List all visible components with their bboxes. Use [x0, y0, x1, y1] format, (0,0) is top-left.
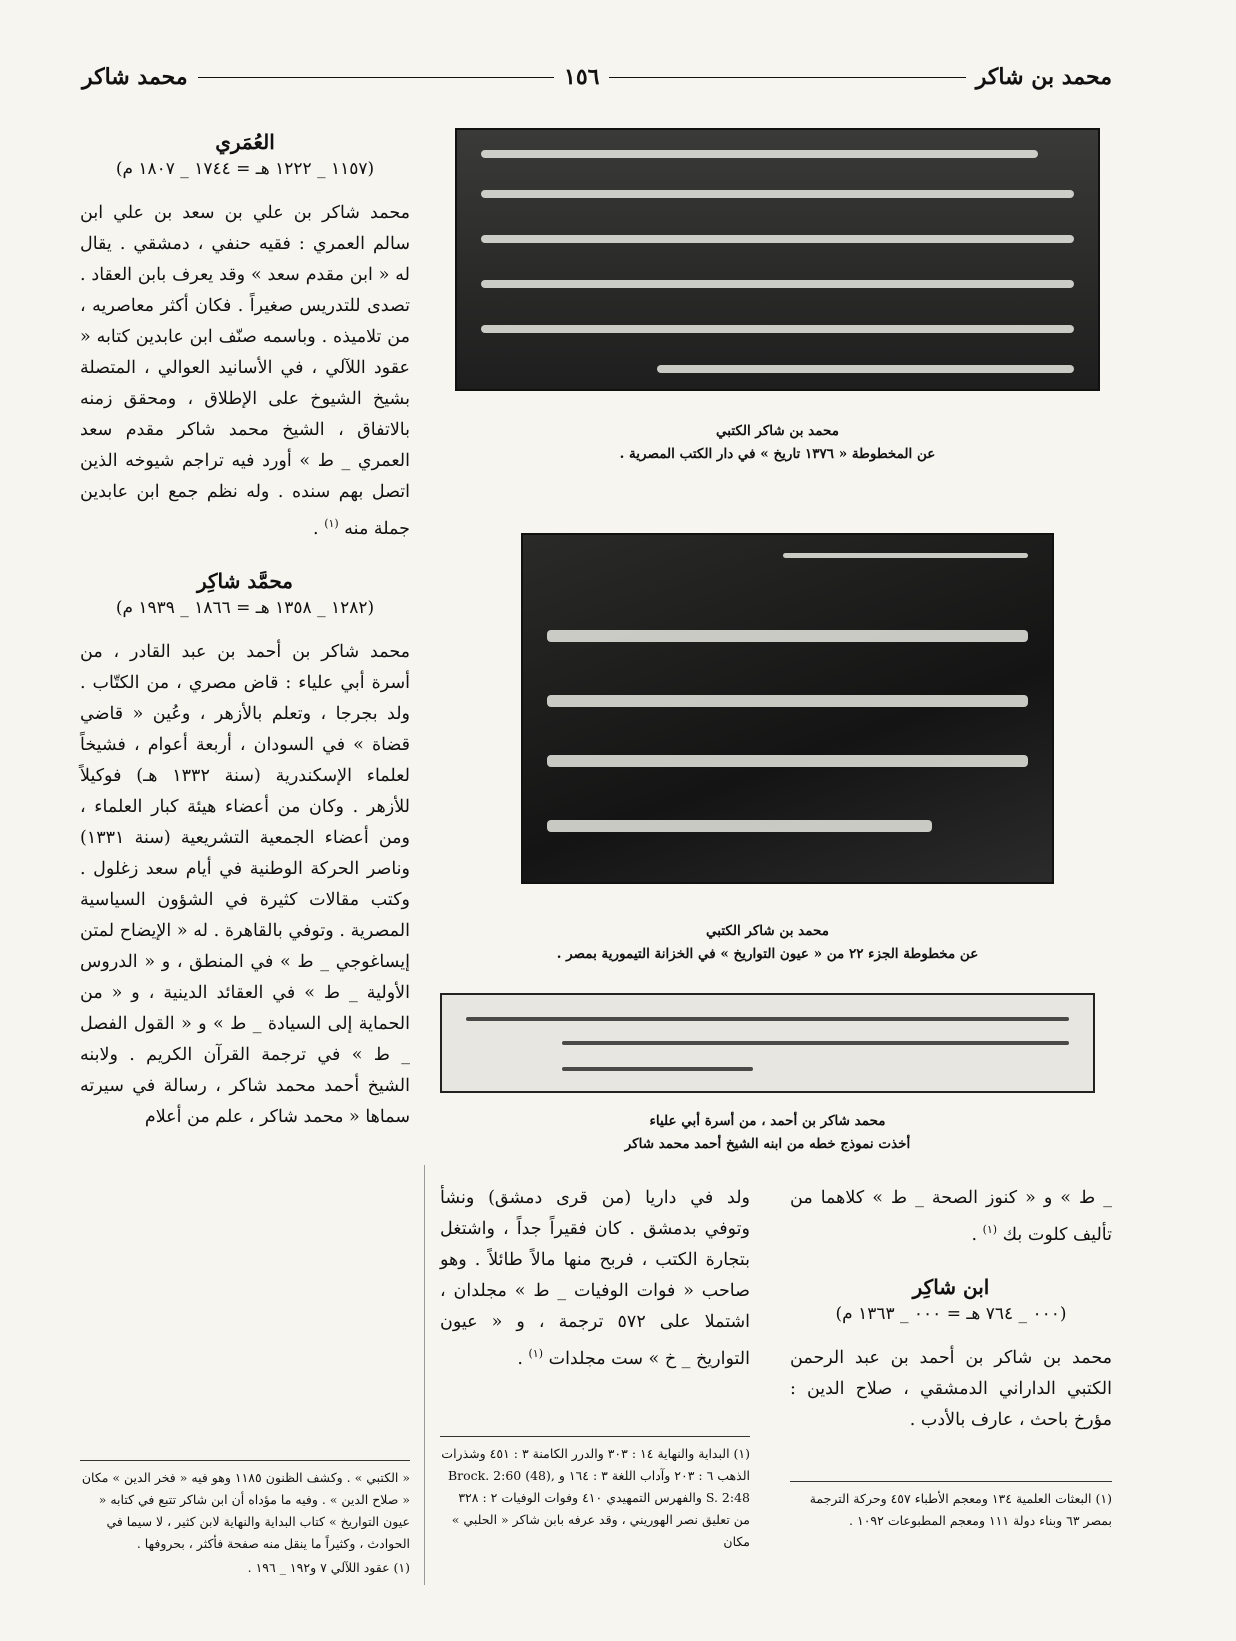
footnote-mark: (١) [324, 517, 339, 530]
handwriting-sample-image [440, 993, 1095, 1093]
entry-body: محمد شاكر بن أحمد بن عبد القادر ، من أسرة أبي علياء : قاض مصري ، من الكتّاب . ولد بجرجا ، وتعلم بالأزهر ، وعُين « قاضي قضاة » في السودان ، أربعة أعوام ، فشيخاً لعلماء الإسكندرية (سنة ١٣٣٢ هـ) فوكيلاً للأزهر . وكان من أعضاء هيئة كبار العلماء ، ومن أعضاء الجمعية التشريعية (سنة ١٣٣١) وناصر الحركة الوطنية في أيام سعد زغلول . وكتب مقالات كثيرة في الشؤون السياسية المصرية . وتوفي بالقاهرة . له « الإيضاح لمتن إيساغوجي _ ط » في المنطق ، و « الدروس الأولية _ ط » في العقائد الدينية ، و « من الحماية إلى السيادة _ ط » و « القول الفصل _ ط » في ترجمة القرآن الكريم . ولابنه الشيخ أحمد محمد شاكر ، رسالة في سيرته سماها « محمد شاكر ، علم من أعلام [80, 641, 410, 1127]
entry-text: محمد شاكر بن علي بن سعد بن علي ابن سالم العمري : فقيه حنفي ، دمشقي . يقال له « ابن مقدم سعد » وقد يعرف بابن العقاد . تصدى للتدريس صغيراً . فكان أكثر معاصريه ، من تلاميذه . وباسمه صنّف ابن عابدين كتابه « عقود اللآلي ، في الأسانيد العوالي ، المتصلة بشيخ الشيوخ على الإطلاق ، ومحقق زمنه بالاتفاق ، الشيخ محمد شاكر مقدم سعد العمري _ ط » أورد فيه تراجم شيوخه الذين اتصل بهم سنده . وله نظم جمع ابن عابدين جملة منه [80, 203, 410, 539]
caption-title: محمد بن شاكر الكتبي [706, 923, 829, 939]
middle-footnote: (١) البداية والنهاية ١٤ : ٣٠٣ والدرر الكامنة ٣ : ٤٥١ وشذرات الذهب ٦ : ٢٠٣ وآداب اللغة ٣ : ١٦٤ و Brock. 2:60 (48), S. 2:48 والفهرس التمهيدي ٤١٠ وفوات الوفيات ٢ : ٣٢٨ من تعليق نصر الهوريني ، وقد عرفه بابن شاكر « الحلبي » مكان [440, 1436, 750, 1553]
footnote-mark: (١) [528, 1347, 544, 1360]
entry-dates: (٠٠٠ _ ٧٦٤ هـ = ٠٠٠ _ ١٣٦٣ م) [835, 1303, 1067, 1324]
column-divider [424, 1165, 425, 1585]
page-number: ١٥٦ [564, 64, 600, 90]
header-left-title: محمد شاكر [81, 64, 188, 90]
entry-title: العُمَري [215, 130, 275, 154]
footnote-mark: (١) [982, 1223, 998, 1236]
entry-body: محمد شاكر بن علي بن سعد بن علي ابن سالم العمري : فقيه حنفي ، دمشقي . يقال له « ابن مقدم سعد » وقد يعرف بابن العقاد . تصدى للتدريس صغيراً . فكان أكثر معاصريه ، من تلاميذه . وباسمه صنّف ابن عابدين كتابه « عقود اللآلي ، في الأسانيد العوالي ، المتصلة بشيخ الشيوخ على الإطلاق ، ومحقق زمنه بالاتفاق ، الشيخ محمد شاكر مقدم سعد العمري _ ط » أورد فيه تراجم شيوخه الذين اتصل بهم سنده . وله نظم جمع ابن عابدين جملة منه $^{(١)}$ . [80, 203, 410, 539]
entry-dates: (١٢٨٢ _ ١٣٥٨ هـ = ١٨٦٦ _ ١٩٣٩ م) [115, 597, 375, 618]
manuscript-image-2 [521, 533, 1054, 884]
caption-subtitle: عن المخطوطة « ١٣٧٦ تاريخ » في دار الكتب المصرية . [619, 446, 936, 462]
left-column [80, 128, 410, 1133]
header-rule [609, 77, 965, 78]
image-caption [455, 420, 1100, 466]
footnote-continuation: « الكتبي » . وكشف الظنون ١١٨٥ وهو فيه « فخر الدين » مكان « صلاح الدين » . وفيه ما مؤداه أن ابن شاكر تتبع في كتابه « عيون التواريخ » كتاب البداية والنهاية لابن كثير ، لا سيما في الحوادث ، وكثيراً ما ينقل منه صفحة فأكثر ، بحروفها . [81, 1470, 410, 1551]
image-caption [440, 1110, 1095, 1156]
left-footnotes [80, 1460, 410, 1579]
header-right-title: محمد بن شاكر [975, 64, 1112, 90]
middle-column: ولد في داريا (من قرى دمشق) ونشأ وتوفي بدمشق . كان فقيراً جداً ، واشتغل بتجارة الكتب ، فربح منها مالاً طائلاً . وهو صاحب « فوات الوفيات _ ط » مجلدان ، اشتملا على ٥٧٢ ترجمة ، و « عيون التواريخ _ خ » ست مجلدات $^{(١)}$ . [440, 1188, 751, 1369]
right-column [790, 1183, 1112, 1436]
entry-body: محمد بن شاكر بن أحمد بن عبد الرحمن الكتبي الداراني الدمشقي ، صلاح الدين : مؤرخ باحث ، عارف بالأدب . [790, 1347, 1112, 1430]
entry-dates: (١١٥٧ _ ١٢٢٢ هـ = ١٧٤٤ _ ١٨٠٧ م) [115, 159, 375, 179]
footnote: (١) عقود اللآلي ٧ و١٩٢ _ ١٩٦ . [247, 1560, 410, 1575]
caption-subtitle: أخذت نموذج خطه من ابنه الشيخ أحمد محمد شاكر [624, 1136, 911, 1152]
right-footnote: (١) البعثات العلمية ١٣٤ ومعجم الأطباء ٤٥٧ وحركة الترجمة بمصر ٦٣ وبناء دولة ١١١ ومعجم المطبوعات ١٠٩٢ . [790, 1481, 1112, 1532]
image-caption [440, 920, 1095, 966]
entry-title: محمَّد شاكِر [196, 568, 294, 593]
entry-title: ابن شاكِر [912, 1274, 990, 1299]
manuscript-image-1 [455, 128, 1100, 391]
header-rule [198, 77, 554, 78]
entry-continuation: _ ط » و « كنوز الصحة _ ط » كلاهما من تأليف كلوت بك $^{(١)}$ . [790, 1188, 1112, 1245]
entry-text: ولد في داريا (من قرى دمشق) ونشأ وتوفي بدمشق . كان فقيراً جداً ، واشتغل بتجارة الكتب ، فربح منها مالاً طائلاً . وهو صاحب « فوات الوفيات _ ط » مجلدان ، اشتملا على ٥٧٢ ترجمة ، و « عيون التواريخ _ خ » ست مجلدات [440, 1188, 751, 1369]
entry-text: _ ط » و « كنوز الصحة _ ط » كلاهما من تأليف كلوت بك [790, 1188, 1112, 1245]
caption-subtitle: عن مخطوطة الجزء ٢٢ من « عيون التواريخ » في الخزانة التيمورية بمصر . [556, 946, 979, 962]
page-header [82, 60, 1112, 94]
caption-title: محمد شاكر بن أحمد ، من أسرة أبي علياء [649, 1113, 886, 1129]
caption-title: محمد بن شاكر الكتبي [716, 423, 839, 439]
